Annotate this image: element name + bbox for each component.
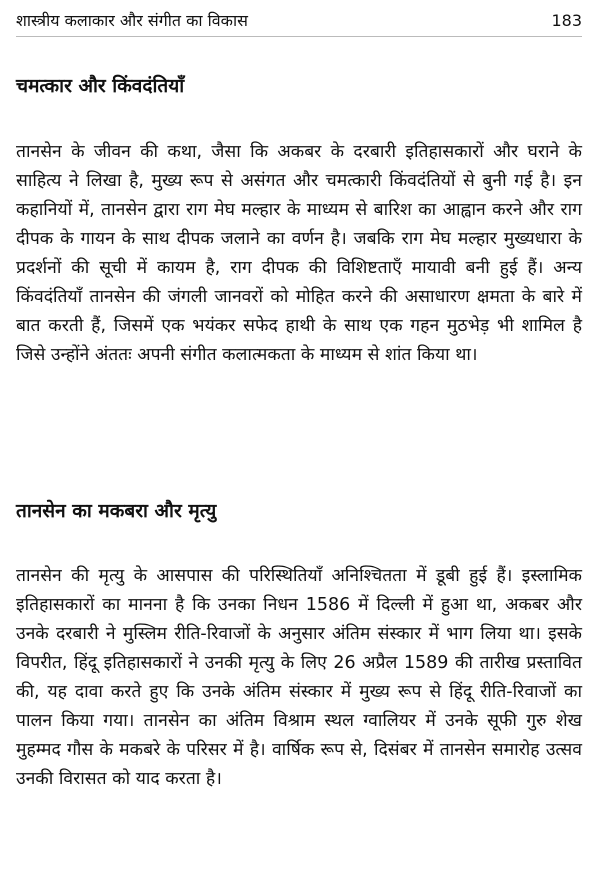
section-paragraph-tomb-and-death: तानसेन की मृत्यु के आसपास की परिस्थितियाँ अनिश्चितता में डूबी हुई हैं। इस्लामिक इतिहासकारों का मानना है कि उनका निधन 1586 में दिल्ली में हुआ था, अकबर और उनके दरबारी ने मुस्लिम रीति-रिवाजों के अनुसार अंतिम संस्कार में भाग लिया था। इसके विपरीत, हिंदू इतिहासकारों ने उनकी मृत्यु के लिए 26 अप्रैल 1589 की तारीख प्रस्तावित की, यह दावा करते हुए कि उनके अंतिम संस्कार में मुख्य रूप से हिंदू रीति-रिवाजों का पालन किया गया। तानसेन का अंतिम विश्राम स्थल ग्वालियर में उनके सूफी गुरु शेख मुहम्मद गौस के मकबरे के परिसर में है। वार्षिक रूप से, दिसंबर में तानसेन समारोह उत्सव उनकी विरासत को याद करता है। (16, 566, 582, 789)
header-divider (16, 36, 582, 37)
section-heading-miracles: चमत्कार और किंवदंतियाँ (16, 75, 185, 97)
running-header-title: शास्त्रीय कलाकार और संगीत का विकास (16, 11, 248, 30)
running-header (16, 8, 582, 32)
section-paragraph-miracles: तानसेन के जीवन की कथा, जैसा कि अकबर के दरबारी इतिहासकारों और घराने के साहित्य ने लिखा है, मुख्य रूप से असंगत और चमत्कारी किंवदंतियों से बुनी गई है। इन कहानियों में, तानसेन द्वारा राग मेघ मल्हार के माध्यम से बारिश का आह्वान करने और राग दीपक के गायन के साथ दीपक जलाने का वर्णन है। जबकि राग मेघ मल्हार मुख्यधारा के प्रदर्शनों की सूची में कायम है, राग दीपक की विशिष्टताएँ मायावी बनी हुई हैं। अन्य किंवदंतियाँ तानसेन की जंगली जानवरों को मोहित करने की असाधारण क्षमता के बारे में बात करती हैं, जिसमें एक भयंकर सफेद हाथी के साथ एक गहन मुठभेड़ भी शामिल है जिसे उन्होंने अंततः अपनी संगीत कलात्मकता के माध्यम से शांत किया था। (16, 142, 582, 365)
section-heading-tomb-and-death: तानसेन का मकबरा और मृत्यु (16, 500, 217, 522)
page-number: 183 (551, 10, 582, 30)
